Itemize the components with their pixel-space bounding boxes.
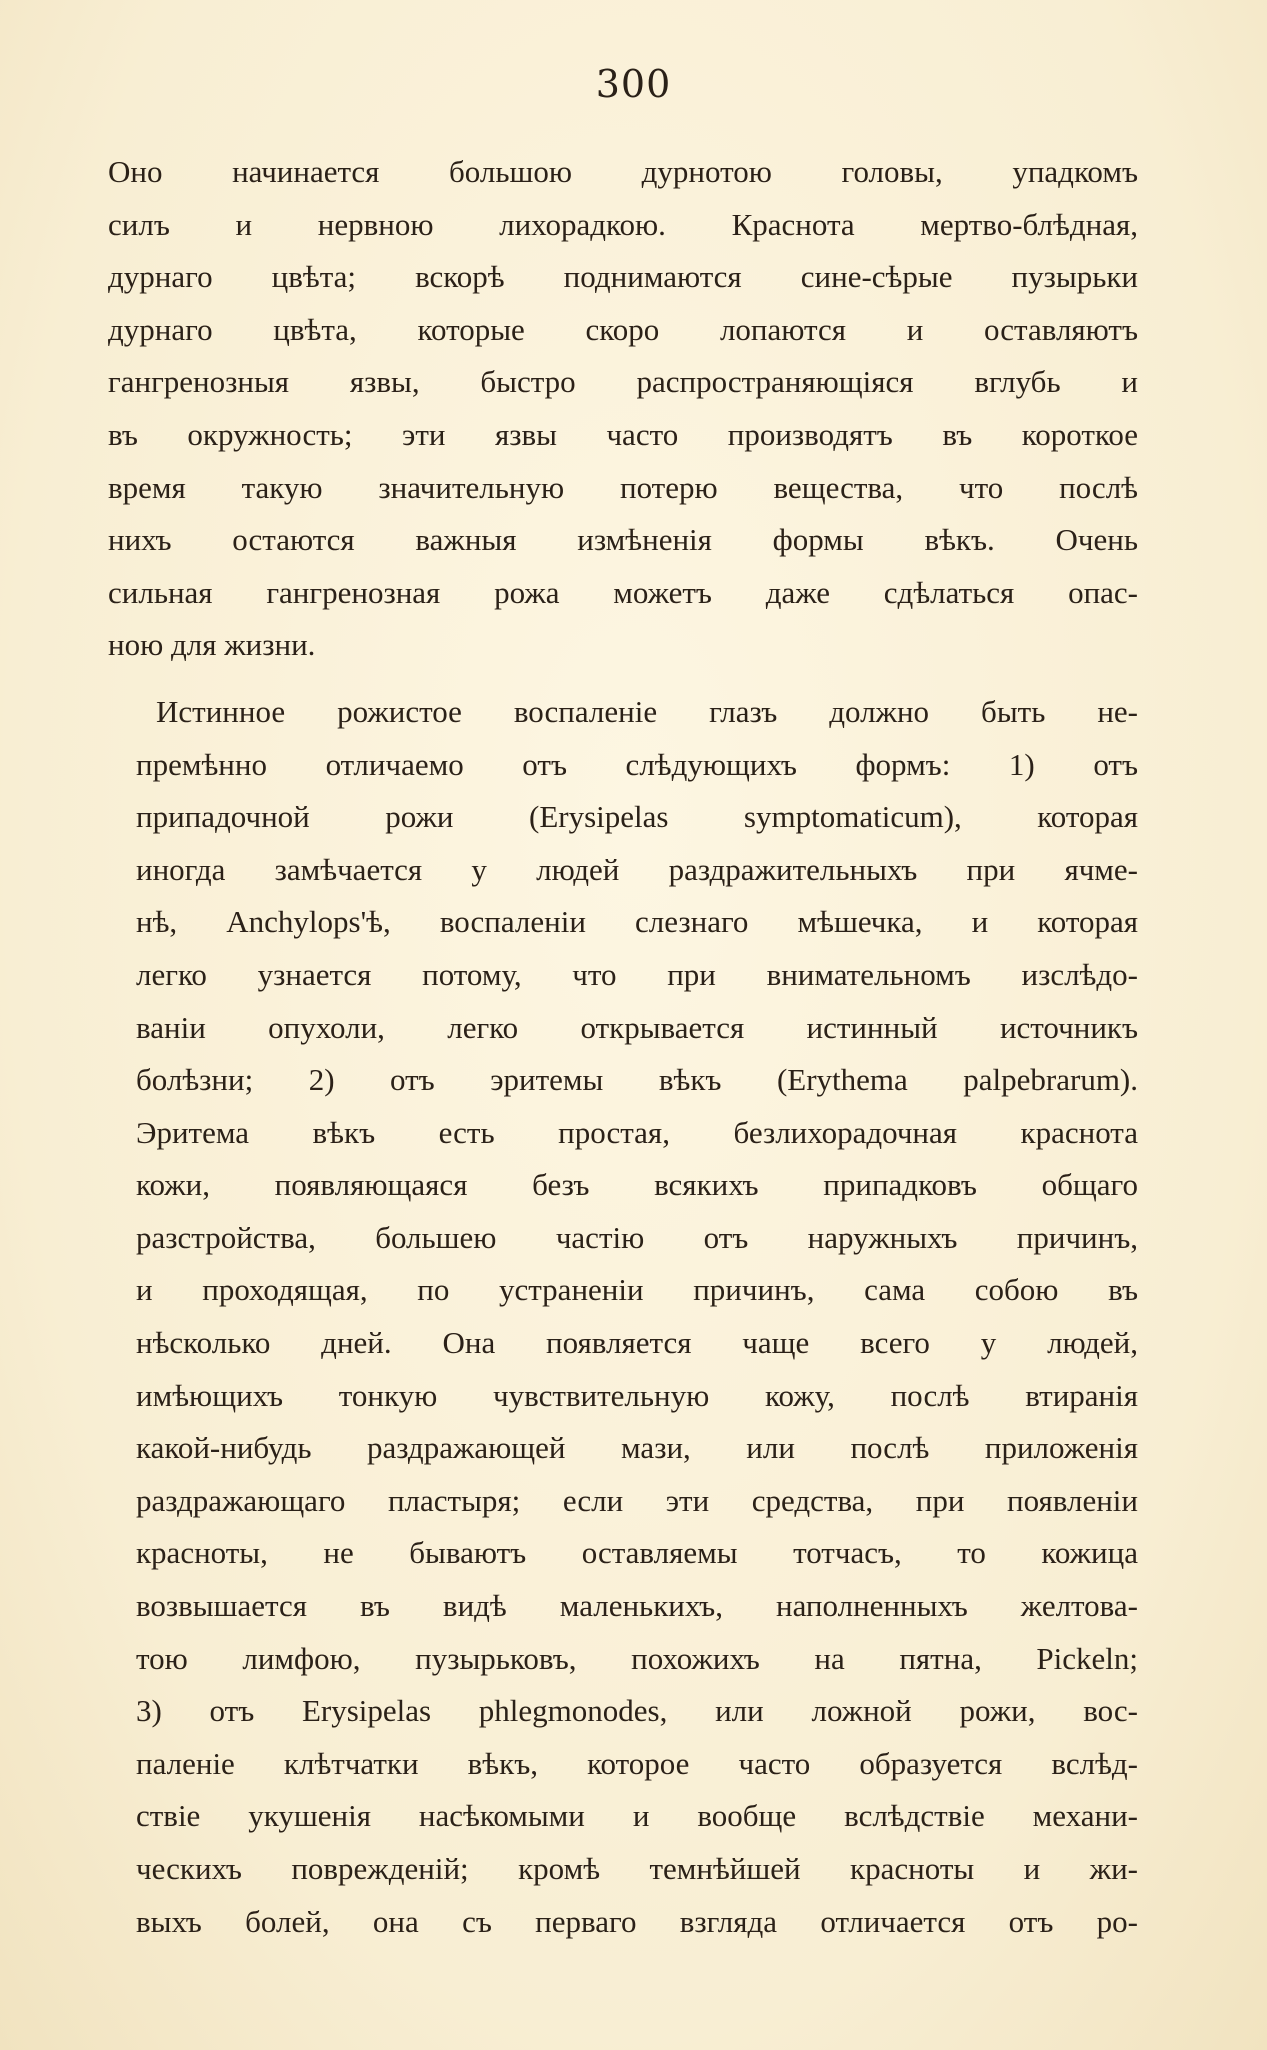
text-line: ческихъ поврежденій; кромѣ темнѣйшей красноты и жи- [136,1851,1138,1886]
body-text [108,146,1138,1948]
text-line: 3) отъ Erysipelas phlegmonodes, или ложной рожи, вос- [136,1693,1138,1729]
text-line: раздражающаго пластыря; если эти средства, при появленіи [136,1482,1138,1518]
text-line: Истинное рожистое воспаленіе глазъ должно быть не- [156,693,1138,729]
text-line: кожи, появляющаяся безъ всякихъ припадковъ общаго [136,1167,1138,1203]
text-line: легко узнается потому, что при внимательномъ изслѣдо- [136,956,1138,992]
text-line: и проходящая, по устраненіи причинъ, сама собою въ [136,1272,1138,1308]
text-line: тою лимфою, пузырьковъ, похожихъ на пятна, Pickeln; [136,1640,1138,1676]
text-line: болѣзни; 2) отъ эритемы вѣкъ (Erythema palpebrarum). [136,1062,1138,1098]
text-line: Оно начинается большою дурнотою головы, упадкомъ [108,154,1138,189]
text-line: красноты, не бываютъ оставляемы тотчасъ, то кожица [136,1535,1138,1571]
text-line: нѣ, Anchylops'ѣ, воспаленіи слезнаго мѣшечка, и которая [136,904,1138,940]
text-line: ваніи опухоли, легко открывается истинный источникъ [136,1009,1138,1045]
text-line: Эритема вѣкъ есть простая, безлихорадочная краснота [136,1114,1138,1150]
text-line: ною для жизни. [108,627,316,663]
text-line: паленіе клѣтчатки вѣкъ, которое часто образуется вслѣд- [136,1745,1138,1781]
text-line: въ окружность; эти язвы часто производятъ въ короткое [108,416,1138,452]
text-line: нихъ остаются важныя измѣненія формы вѣкъ. Очень [108,522,1138,558]
paragraph-2 [108,686,1138,1948]
text-line: нѣсколько дней. Она появляется чаще всего у людей, [136,1325,1138,1361]
text-line: выхъ болей, она съ перваго взгляда отличается отъ ро- [136,1903,1138,1939]
text-line: дурнаго цвѣта, которые скоро лопаются и оставляютъ [108,311,1138,347]
text-line: ствіе укушенія насѣкомыми и вообще вслѣдствіе механи- [136,1798,1138,1834]
text-line: гангренозныя язвы, быстро распространяющіяся вглубь и [108,364,1138,400]
text-line: возвышается въ видѣ маленькихъ, наполненныхъ желтова- [136,1588,1138,1624]
text-line: время такую значительную потерю вещества, что послѣ [108,469,1138,505]
paragraph-1 [108,146,1138,672]
text-line: имѣющихъ тонкую чувствительную кожу, послѣ втиранія [136,1377,1138,1413]
text-line: дурнаго цвѣта; вскорѣ поднимаются сине-сѣрые пузырьки [108,259,1138,295]
text-line: разстройства, большею частію отъ наружныхъ причинъ, [136,1219,1138,1255]
text-line: премѣнно отличаемо отъ слѣдующихъ формъ: 1) отъ [136,746,1138,782]
text-line: иногда замѣчается у людей раздражительныхъ при ячме- [136,851,1138,887]
text-line: какой-нибудь раздражающей мази, или послѣ приложенія [136,1430,1138,1466]
text-line: припадочной рожи (Erysipelas symptomaticum), которая [136,799,1138,835]
text-line: сильная гангренозная рожа можетъ даже сдѣлаться опас- [108,574,1138,610]
page-number: 300 [595,62,672,106]
text-line: силъ и нервною лихорадкою. Краснота мертво-блѣдная, [108,206,1138,242]
